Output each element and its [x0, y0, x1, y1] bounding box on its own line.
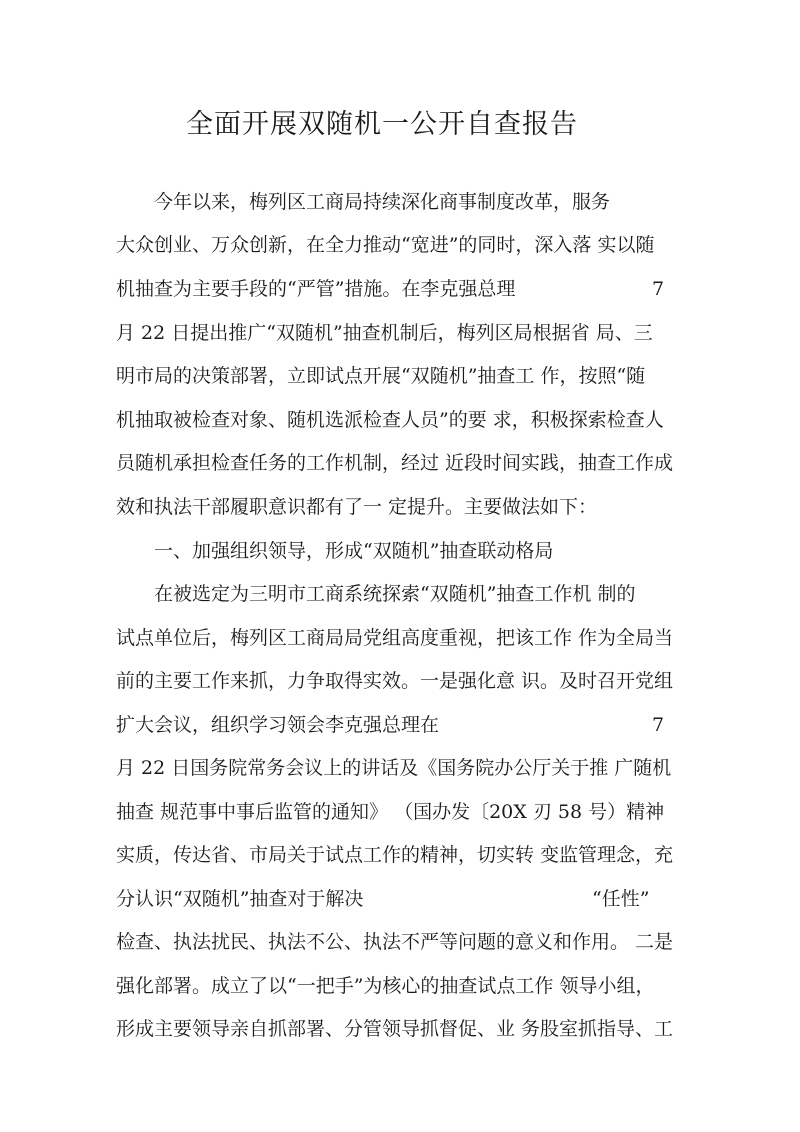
document-title: 全面开展双随机一公开自查报告 [186, 109, 578, 140]
paragraph-line-1: 今年以来，梅列区工商局持续深化商事制度改革，服务 [154, 191, 611, 213]
paragraph-line-3: 机抽查为主要手段的“严管”措施。在李克强总理 [116, 278, 516, 300]
paragraph-line-9: 在被选定为三明市工商系统探索“双随机”抽查工作机 制的 [154, 583, 636, 605]
section-heading-1: 一、加强组织领导，形成“双随机”抽查联动格局 [154, 540, 554, 562]
paragraph-line-10: 试点单位后，梅列区工商局局党组高度重视，把该工作 作为全局当 [116, 627, 674, 649]
paragraph-line-15: 实质，传达省、市局关于试点工作的精神，切实转 变监管理念，充 [116, 844, 674, 866]
paragraph-line-17: 检查、执法扰民、执法不公、执法不严等问题的意义和作用。 二是 [116, 931, 674, 953]
paragraph-line-12: 扩大会议，组织学习领会李克强总理在 [116, 714, 440, 736]
paragraph-line-7: 员随机承担检查任务的工作机制，经过 近段时间实践，抽查工作成 [116, 452, 674, 474]
paragraph-line-5: 明市局的决策部署，立即试点开展“双随机”抽查工 作，按照“随 [116, 365, 646, 387]
paragraph-line-2: 大众创业、万众创新，在全力推动“宽进”的同时，深入落 实以随 [116, 234, 655, 256]
paragraph-line-6: 机抽取被检查对象、随机选派检查人员”的要 求，积极探索检查人 [116, 409, 664, 431]
number-seven-1: 7 [652, 278, 665, 300]
paragraph-line-13: 月 22 日国务院常务会议上的讲话及《国务院办公厅关于推 广随机 [116, 757, 672, 779]
number-seven-2: 7 [652, 714, 665, 736]
paragraph-line-11: 前的主要工作来抓，力争取得实效。一是强化意 识。及时召开党组 [116, 670, 674, 692]
paragraph-line-16: 分认识“双随机”抽查对于解决 [116, 888, 364, 910]
paragraph-line-8: 效和执法干部履职意识都有了一 定提升。主要做法如下： [116, 496, 598, 518]
paragraph-line-4: 月 22 日提出推广“双随机”抽查机制后，梅列区局根据省 局、三 [116, 322, 653, 344]
paragraph-line-14: 抽查 规范事中事后监管的通知》 （国办发〔20X 刃 58 号）精神 [116, 801, 665, 823]
renxing-quote: “任性” [592, 888, 650, 910]
paragraph-line-18: 强化部署。成立了以“一把手”为核心的抽查试点工作 领导小组， [116, 975, 655, 997]
paragraph-line-19: 形成主要领导亲自抓部署、分管领导抓督促、业 务股室抓指导、工 [116, 1018, 674, 1040]
